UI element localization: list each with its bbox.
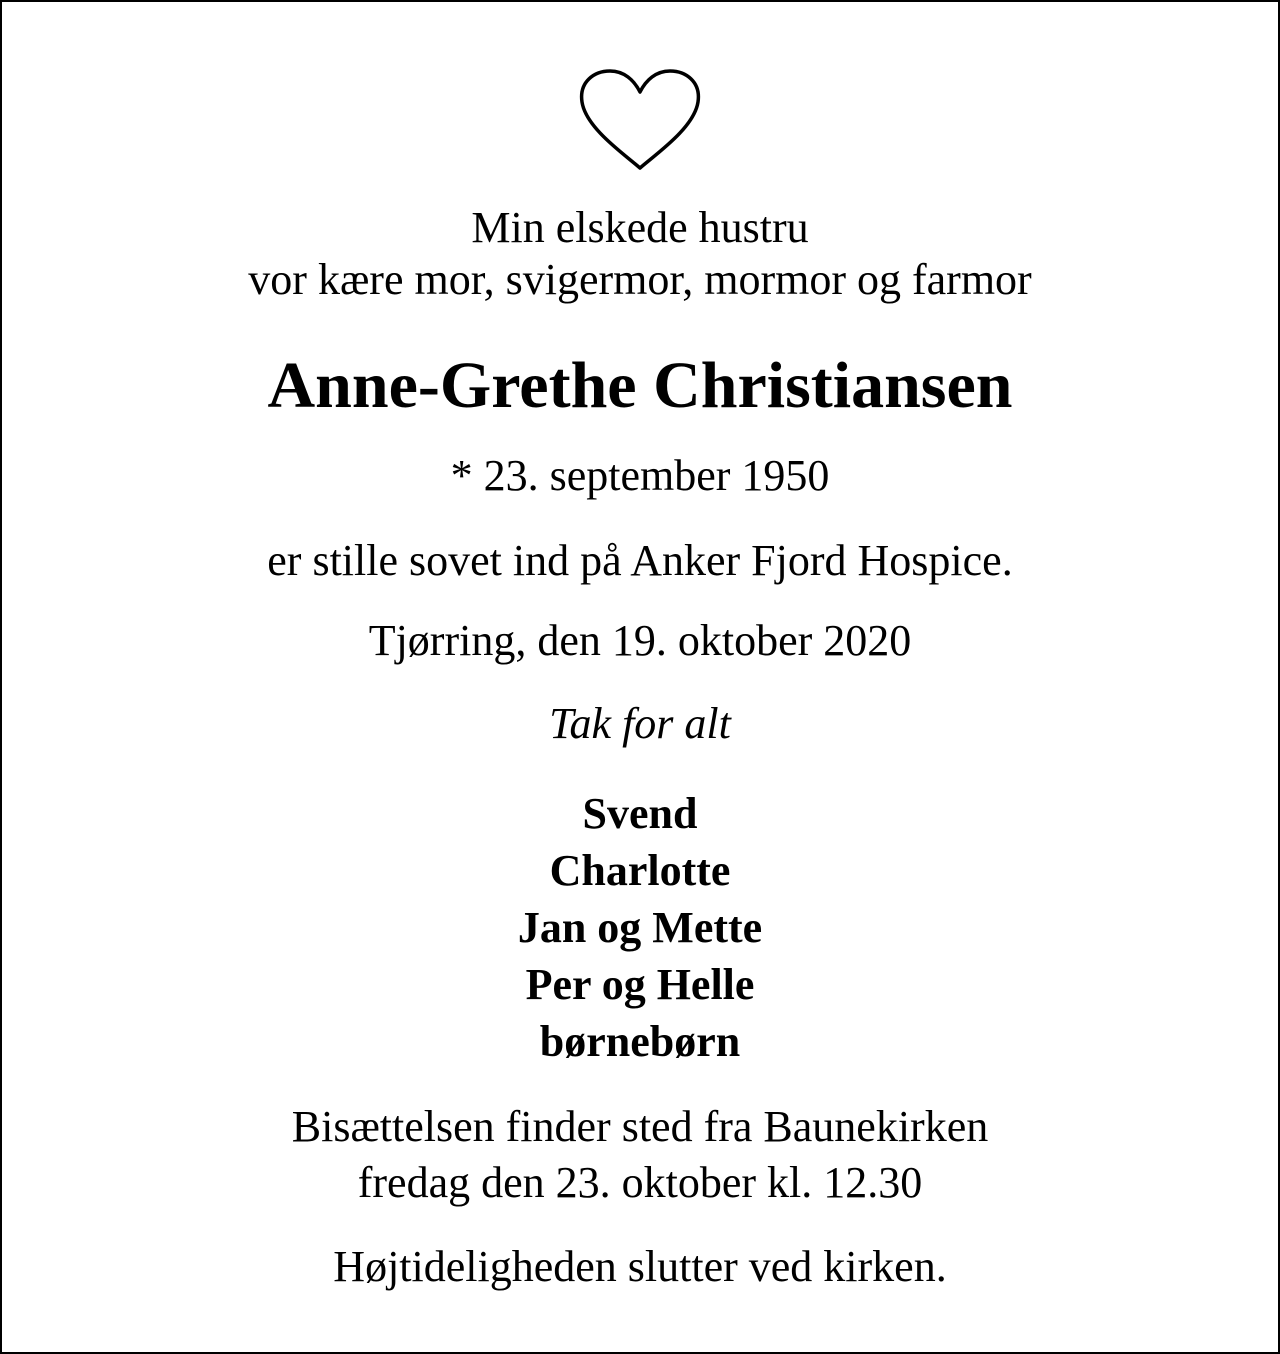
mourner-name: Charlotte: [549, 846, 731, 895]
intro-line: vor kære mor, svigermor, mormor og farmor: [248, 255, 1032, 304]
mourner-name: Svend: [582, 789, 698, 838]
funeral-line: Bisættelsen finder sted fra Baunekirken: [291, 1102, 989, 1151]
birth-date: * 23. september 1950: [450, 451, 830, 500]
mourner-name: børnebørn: [539, 1017, 741, 1066]
mourner-name: Per og Helle: [525, 960, 755, 1009]
thanks-text: Tak for alt: [549, 699, 731, 748]
mourners-list: [2, 785, 1278, 1070]
heart-icon: [578, 66, 702, 174]
funeral-line: fredag den 23. oktober kl. 12.30: [357, 1158, 923, 1207]
intro-text: [2, 202, 1278, 306]
intro-line: Min elskede hustru: [471, 203, 809, 252]
mourner-name: Jan og Mette: [517, 903, 763, 952]
passing-statement: er stille sovet ind på Anker Fjord Hospice.: [267, 536, 1013, 585]
closing-text: Højtideligheden slutter ved kirken.: [333, 1242, 947, 1291]
place-and-date: Tjørring, den 19. oktober 2020: [368, 616, 912, 665]
deceased-name: Anne-Grethe Christiansen: [267, 349, 1013, 422]
heart-symbol: [2, 66, 1278, 174]
funeral-details: [2, 1099, 1278, 1211]
